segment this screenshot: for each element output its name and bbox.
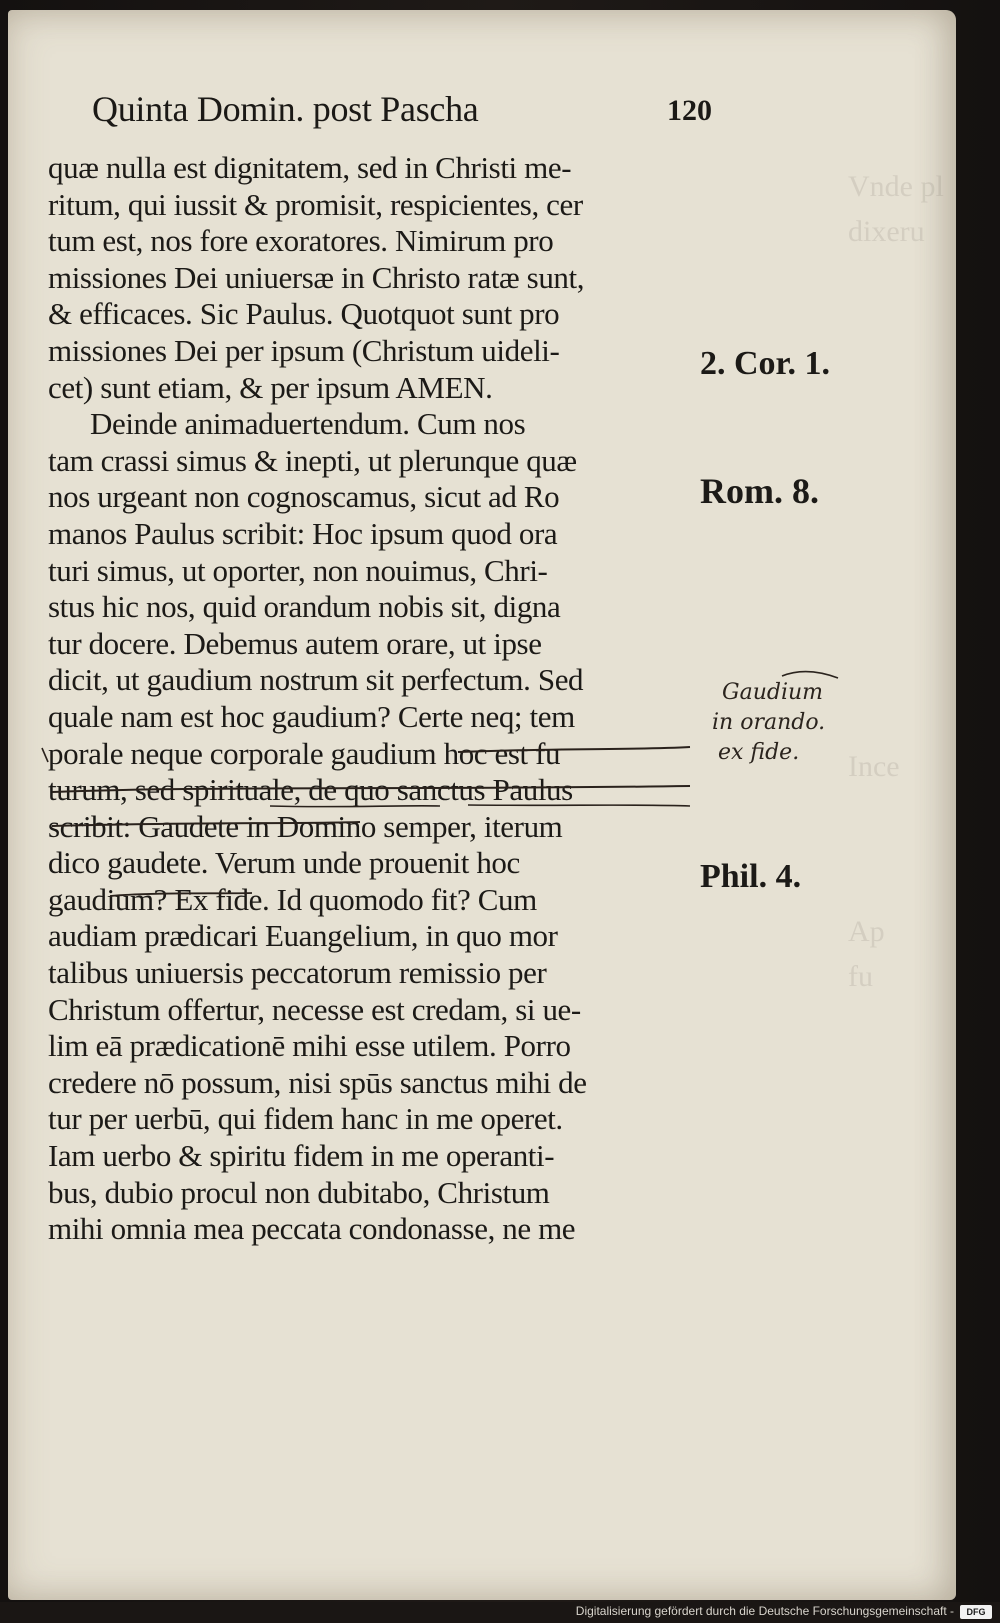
text-line: gaudium? Ex fide. Id quomodo fit? Cum xyxy=(48,881,537,917)
text-line: mihi omnia mea peccata condonasse, ne me xyxy=(48,1211,576,1247)
text-line: porale neque corporale gaudium hoc est fu xyxy=(48,735,561,771)
text-line: scribit: Gaudete in Domino semper, iterum xyxy=(48,808,563,844)
dfg-logo: DFG xyxy=(960,1605,992,1619)
text-line: cet) sunt etiam, & per ipsum AMEN. xyxy=(48,369,493,405)
text-line: tam crassi simus & inepti, ut plerunque quæ xyxy=(48,442,577,478)
text-line: dicit, ut gaudium nostrum sit perfectum. Sed xyxy=(48,662,584,698)
text-line: tum est, nos fore exoratores. Nimirum pro xyxy=(48,223,554,259)
show-through-text: Ince xyxy=(848,750,900,783)
text-line: Christum offertur, necesse est credam, si ue- xyxy=(48,991,581,1027)
margin-note-rom: Rom. 8. xyxy=(700,471,819,511)
handwritten-line: in orando. xyxy=(712,710,826,735)
text-line: missiones Dei uniuersæ in Christo ratæ sunt, xyxy=(48,259,585,295)
text-line: missiones Dei per ipsum (Christum uideli- xyxy=(48,332,560,368)
text-line: ritum, qui iussit & promisit, respicientes, cer xyxy=(48,186,583,222)
text-line: quale nam est hoc gaudium? Certe neq; tem xyxy=(48,698,575,734)
show-through-text: fu xyxy=(848,960,873,993)
page-number: 120 xyxy=(667,94,712,127)
text-line: Deinde animaduertendum. Cum nos xyxy=(90,406,526,442)
text-line: stus hic nos, quid orandum nobis sit, digna xyxy=(48,589,561,625)
text-line: tur per uerbū, qui fidem hanc in me operet. xyxy=(48,1101,563,1137)
text-line: tur docere. Debemus autem orare, ut ipse xyxy=(48,625,542,661)
show-through-text: Vnde pl xyxy=(848,170,944,203)
text-line: & efficaces. Sic Paulus. Quotquot sunt pro xyxy=(48,296,560,332)
text-line: talibus uniuersis peccatorum remissio per xyxy=(48,955,547,991)
handwritten-line: Gaudium xyxy=(722,680,824,705)
running-head xyxy=(92,88,712,138)
text-line: quæ nulla est dignitatem, sed in Christi me- xyxy=(48,150,572,185)
text-line: credere nō possum, nisi spūs sanctus mihi de xyxy=(48,1064,587,1100)
show-through-text: Ap xyxy=(848,915,885,948)
text-line: Iam uerbo & spiritu fidem in me operanti- xyxy=(48,1138,555,1174)
body-text xyxy=(48,150,698,1248)
text-line: audiam prædicari Euangelium, in quo mor xyxy=(48,918,558,954)
text-line: nos urgeant non cognoscamus, sicut ad Ro xyxy=(48,479,560,515)
margin-note-cor: 2. Cor. 1. xyxy=(700,345,831,382)
text-line: dico gaudete. Verum unde prouenit hoc xyxy=(48,845,520,881)
text-line: turi simus, ut oporter, non nouimus, Chri- xyxy=(48,552,548,588)
text-line: turum, sed spirituale, de quo sanctus Paulus xyxy=(48,772,573,808)
show-through-text: dixeru xyxy=(848,215,925,248)
handwritten-line: ex fide. xyxy=(718,740,800,765)
text-line: lim eā prædicationē mihi esse utilem. Porro xyxy=(48,1028,571,1064)
text-line: bus, dubio procul non dubitabo, Christum xyxy=(48,1174,550,1210)
text-line: manos Paulus scribit: Hoc ipsum quod ora xyxy=(48,515,558,551)
handwritten-annotation xyxy=(712,670,902,780)
running-head-title: Quinta Domin. post Pascha xyxy=(92,89,479,129)
digitization-credit: Digitalisierung gefördert durch die Deutsche Forschungsgemeinschaft - xyxy=(575,1604,954,1618)
margin-note-phil: Phil. 4. xyxy=(700,858,802,895)
